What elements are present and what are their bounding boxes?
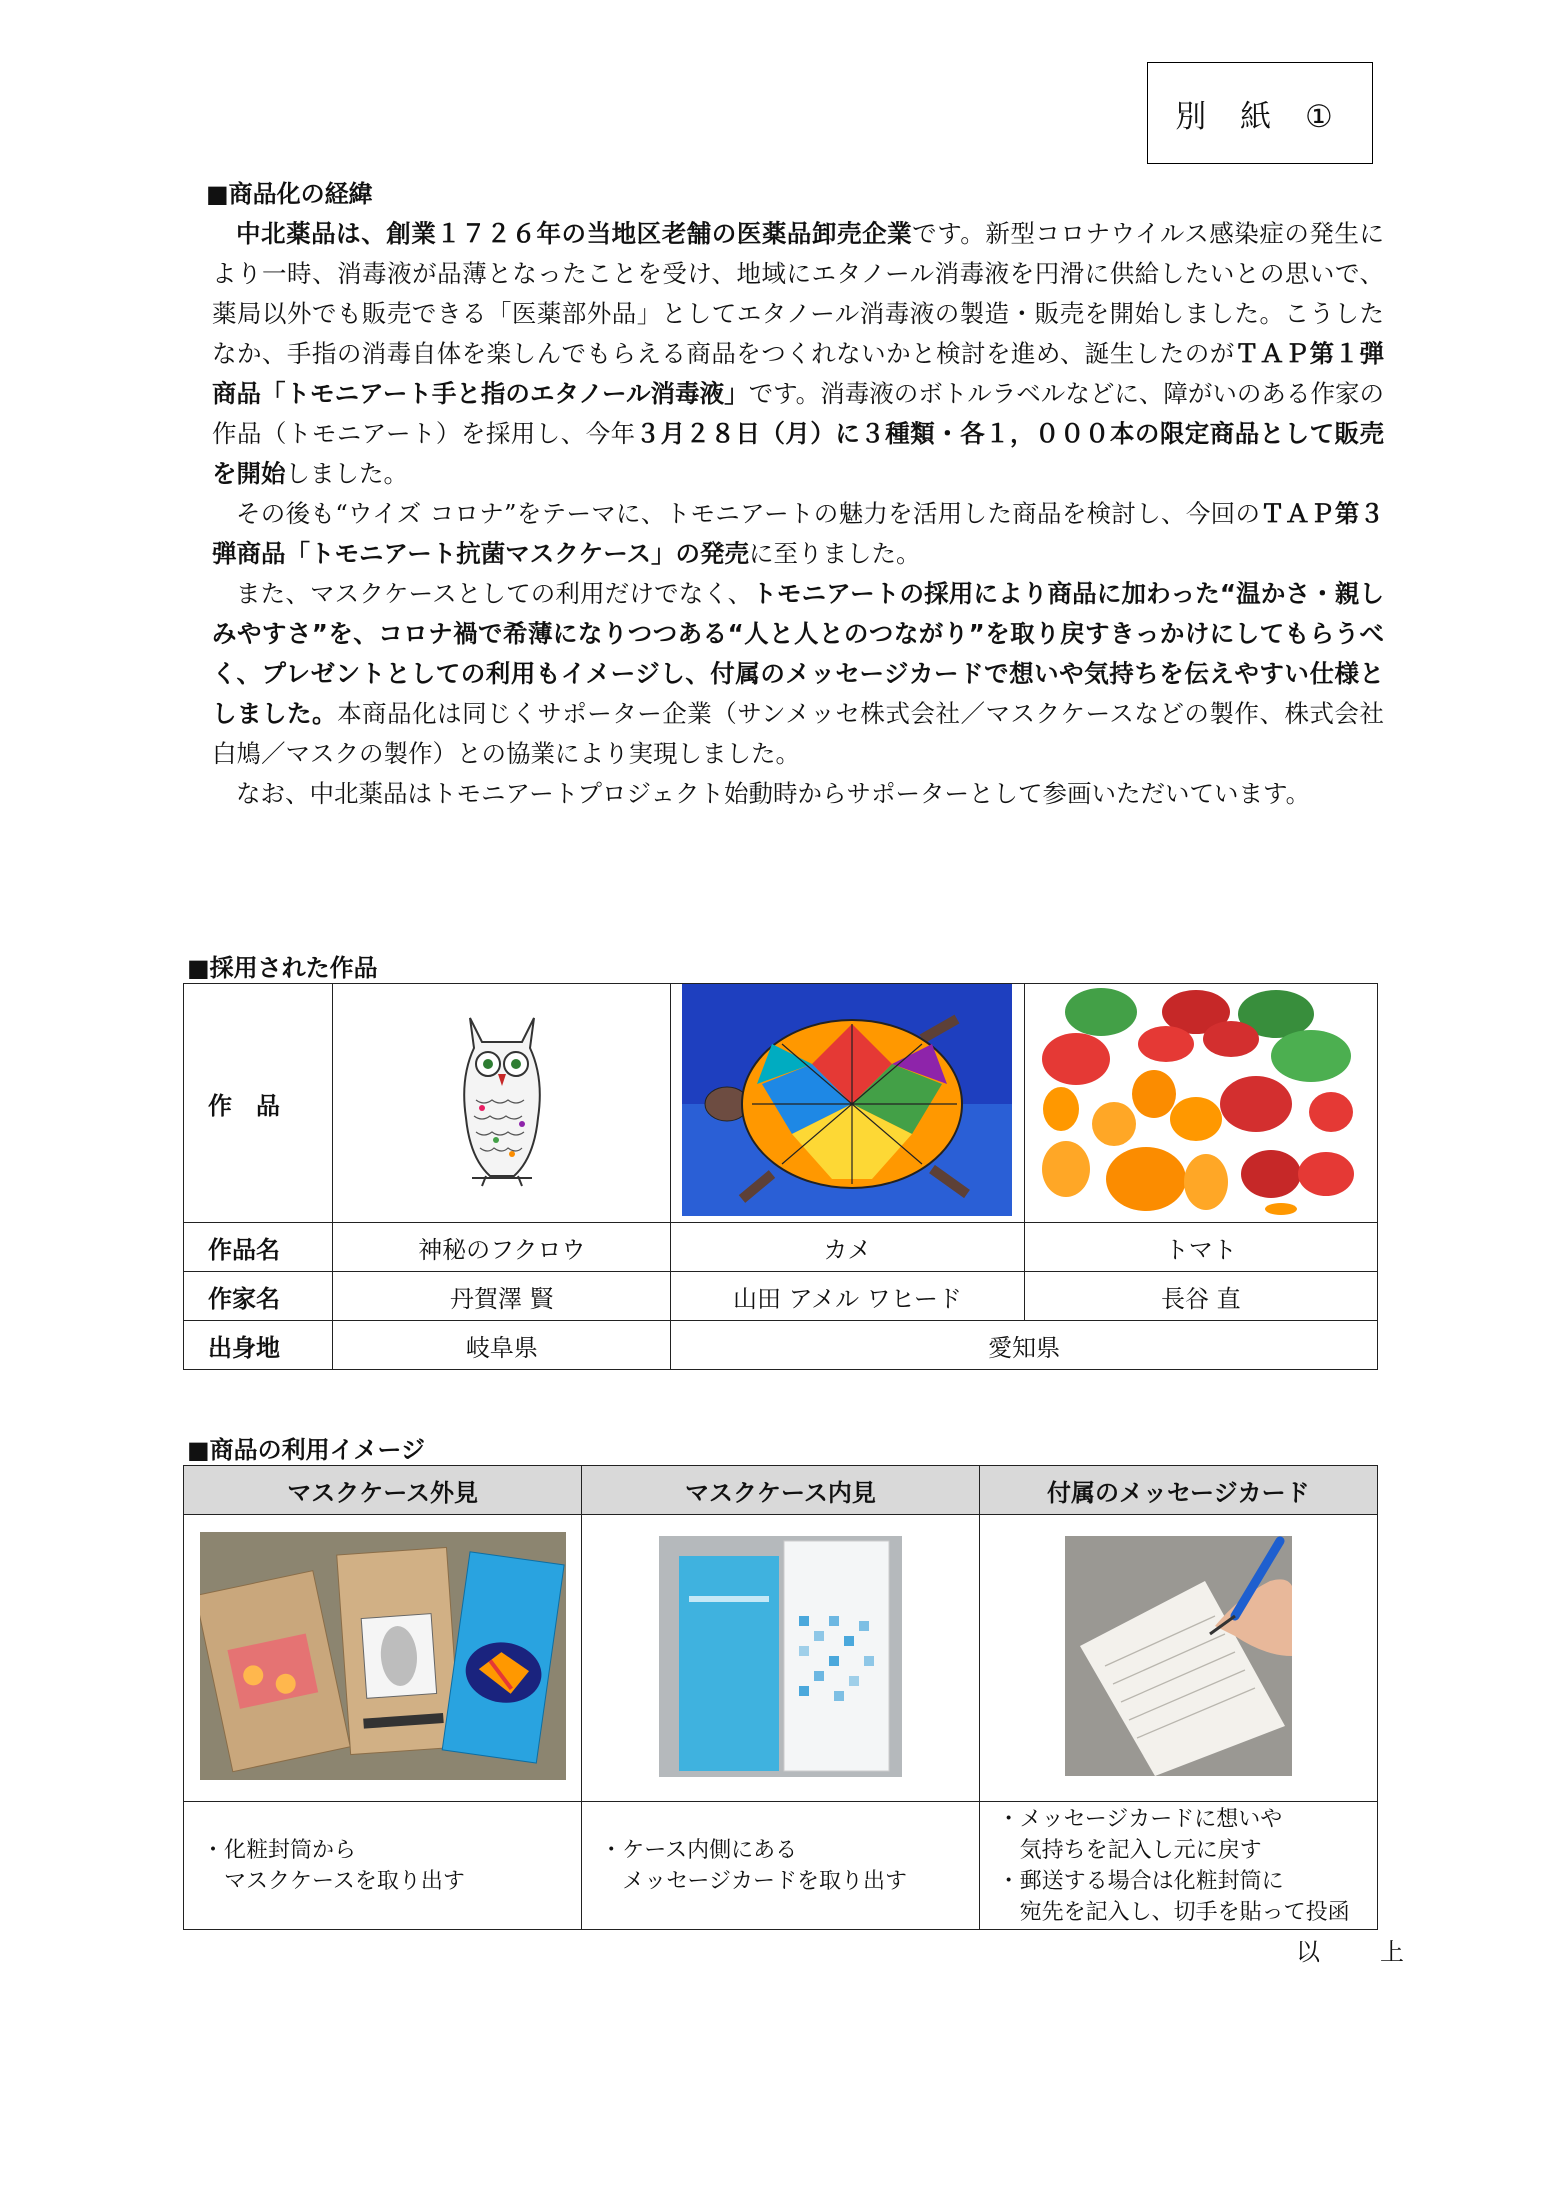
photo-cell-interior	[582, 1515, 979, 1802]
body-text-run: 本商品化は同じくサポーター企業（サンメッセ株式会社／マスクケースなどの製作、株式会社 白鳩／マスクの製作）との協業により実現しました。	[212, 699, 1385, 768]
body-text-run: なお、中北薬品はトモニアートプロジェクト始動時からサポーターとして参画いただいています。	[236, 779, 1311, 808]
work-title: 神秘のフクロウ	[333, 1223, 671, 1272]
work-title: カメ	[671, 1223, 1024, 1272]
body-text-run: です。新型コロナウイルス感染症の発生により一時、消毒液が品薄となったことを受け、地域にエタノール消毒液を円滑に供給したいとの思いで、薬局以外でも販売できる「医薬部外品」としてエタノール消毒液の製造・販売を開始しました。こうしたなか、手指の消毒自体を楽しんでもらえる商品をつくれないかと検討を進め、誕生したのが	[212, 219, 1384, 368]
body-paragraph	[212, 774, 1384, 814]
closing-text: 以 上	[1296, 1938, 1422, 1966]
body-text-run: その後も“ウイズ コロナ”をテーマに、トモニアートの魅力を活用した商品を検討し、今回の	[236, 499, 1261, 528]
artist-name: 長谷 直	[1024, 1272, 1377, 1321]
section2-heading: ■採用された作品	[187, 954, 378, 982]
column-header-interior: マスクケース内見	[582, 1466, 979, 1515]
photo-cell-exterior	[184, 1515, 582, 1802]
emphasized-text: 中北薬品は、創業１７２６年の当地区老舗の医薬品卸売企業	[236, 219, 913, 248]
history-body-text	[212, 214, 1384, 814]
row-label-artist: 作家名	[184, 1272, 333, 1321]
usage-table	[183, 1465, 1378, 1930]
row-label-origin: 出身地	[184, 1321, 333, 1370]
caption-exterior: ・化粧封筒から マスクケースを取り出す	[184, 1802, 582, 1930]
mask-case-interior-photo	[659, 1536, 902, 1777]
body-text-run: しました。	[285, 459, 408, 488]
origin-gifu: 岐阜県	[333, 1321, 671, 1370]
caption-message-card: ・メッセージカードに想いや 気持ちを記入し元に戻す ・郵送する場合は化粧封筒に 宛先を記入し、切手を貼って投函	[979, 1802, 1377, 1930]
message-card-photo	[1065, 1536, 1292, 1776]
column-header-message-card: 付属のメッセージカード	[979, 1466, 1377, 1515]
body-text-run: です。消毒液のボトルラベルなどに、障がいのある作家の作品（トモニアート）を採用し、今年	[212, 379, 1384, 448]
turtle-artwork-image	[682, 984, 1012, 1216]
artist-name: 丹賀澤 賢	[333, 1272, 671, 1321]
emphasized-text: ＴＡＰ第１弾商品「トモニアート手と指のエタノール消毒液」	[212, 339, 1385, 408]
photo-cell-message-card	[979, 1515, 1377, 1802]
emphasized-text: トモニアートの採用により商品に加わった“温かさ・親しみやすさ”を、コロナ禍で希薄になりつつある“人と人とのつながり”を取り戻すきっかけにしてもらうべく、プレゼントとしての利用もイメージし、付属のメッセージカードで想いや気持ちを伝えやすい仕様としました。	[212, 579, 1384, 728]
artwork-cell-tomato	[1024, 984, 1377, 1223]
artworks-table	[183, 983, 1378, 1370]
emphasized-text: ３月２８日（月）に３種類・各１，０００本の限定商品として販売を開始	[212, 419, 1385, 488]
body-paragraph	[212, 574, 1384, 774]
tomato-artwork-image	[1036, 984, 1366, 1216]
body-text-run: また、マスクケースとしての利用だけでなく、	[236, 579, 753, 608]
section3-heading: ■商品の利用イメージ	[187, 1436, 425, 1464]
row-label-title: 作品名	[184, 1223, 333, 1272]
emphasized-text: ＴＡＰ第３弾商品「トモニアート抗菌マスクケース」の発売	[212, 499, 1385, 568]
artist-name: 山田 アメル ワヒード	[671, 1272, 1024, 1321]
mask-case-exterior-photo	[200, 1532, 566, 1780]
owl-artwork-image	[452, 1008, 552, 1192]
work-title: トマト	[1024, 1223, 1377, 1272]
body-paragraph	[212, 494, 1384, 574]
body-paragraph	[212, 214, 1384, 494]
origin-aichi: 愛知県	[671, 1321, 1378, 1370]
section1-heading: ■商品化の経緯	[206, 180, 373, 208]
column-header-exterior: マスクケース外見	[184, 1466, 582, 1515]
artwork-cell-owl	[333, 984, 671, 1223]
artwork-cell-turtle	[671, 984, 1024, 1223]
row-label-work: 作 品	[184, 984, 333, 1223]
caption-interior: ・ケース内側にある メッセージカードを取り出す	[582, 1802, 979, 1930]
body-text-run: に至りました。	[749, 539, 921, 568]
attachment-label: 別 紙 ①	[1147, 62, 1373, 164]
